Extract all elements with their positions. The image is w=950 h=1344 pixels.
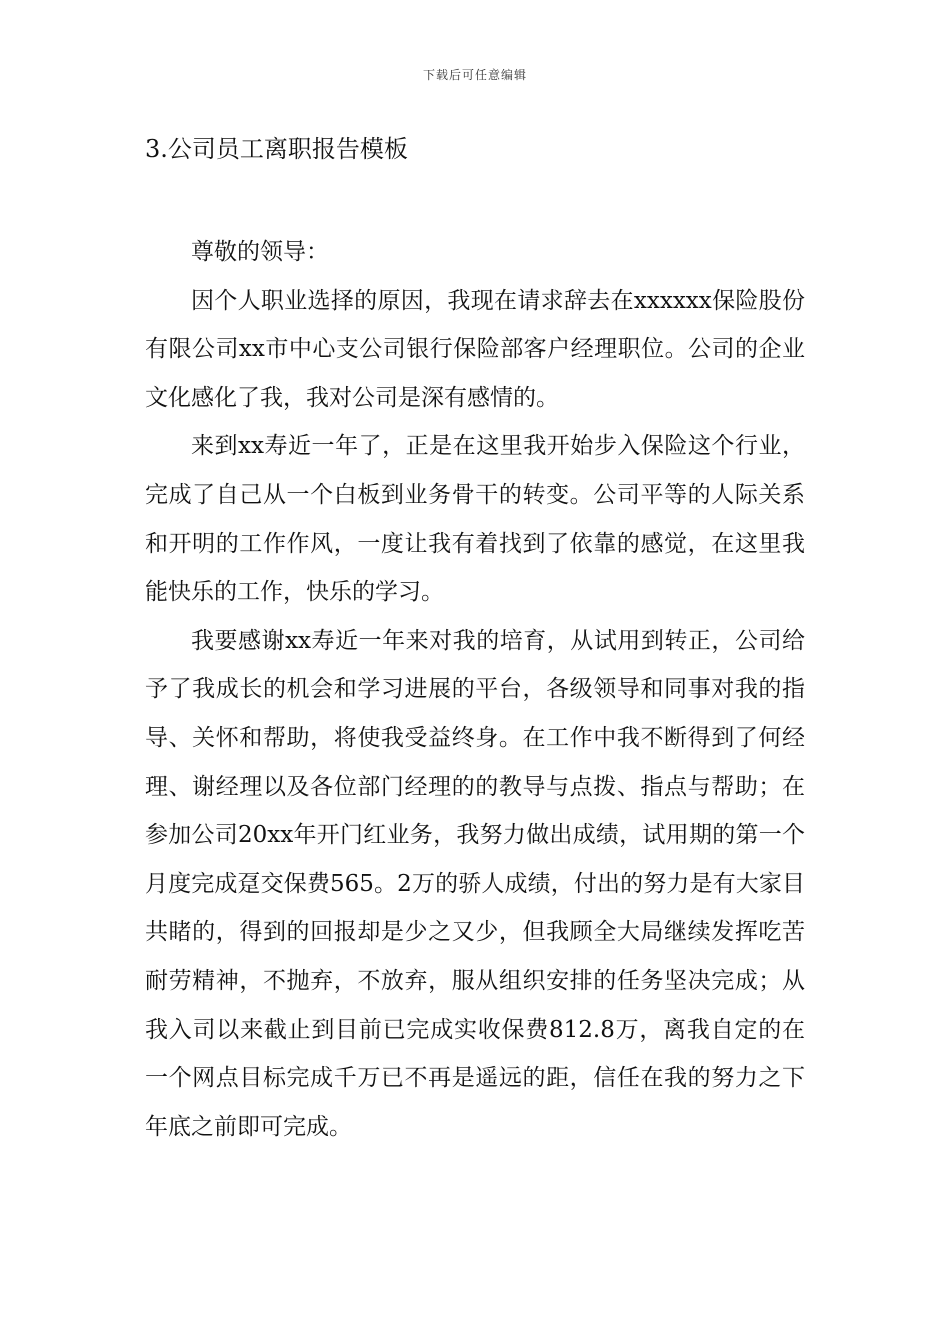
paragraph-2: 来到xx寿近一年了，正是在这里我开始步入保险这个行业，完成了自己从一个白板到业务骨干的转变。公司平等的人际关系和开明的工作作风，一度让我有着找到了依靠的感觉，在这里我能快乐的工作，快乐的学习。 [145,433,805,606]
paragraph-1: 因个人职业选择的原因，我现在请求辞去在xxxxxx保险股份有限公司xx市中心支公司银行保险部客户经理职位。公司的企业文化感化了我，我对公司是深有感情的。 [145,287,805,411]
document-body [145,228,805,1151]
page-header: 下载后可任意编辑 [422,68,527,82]
paragraph-3: 我要感谢xx寿近一年来对我的培育，从试用到转正，公司给予了我成长的机会和学习进展的平台，各级领导和同事对我的指导、关怀和帮助，将使我受益终身。在工作中我不断得到了何经理、谢经理以及各位部门经理的的教导与点拨、指点与帮助；在参加公司20xx年开门红业务，我努力做出成绩，试用期的第一个月度完成趸交保费565。2万的骄人成绩，付出的努力是有大家目共睹的，得到的回报却是少之又少，但我顾全大局继续发挥吃苦耐劳精神，不抛弃，不放弃，服从组织安排的任务坚决完成；从我入司以来截止到目前已完成实收保费812.8万，离我自定的在一个网点目标完成千万已不再是遥远的距，信任在我的努力之下年底之前即可完成。 [145,627,805,1140]
document-title: 3.公司员工离职报告模板 [145,135,408,163]
salutation: 尊敬的领导： [191,239,329,265]
